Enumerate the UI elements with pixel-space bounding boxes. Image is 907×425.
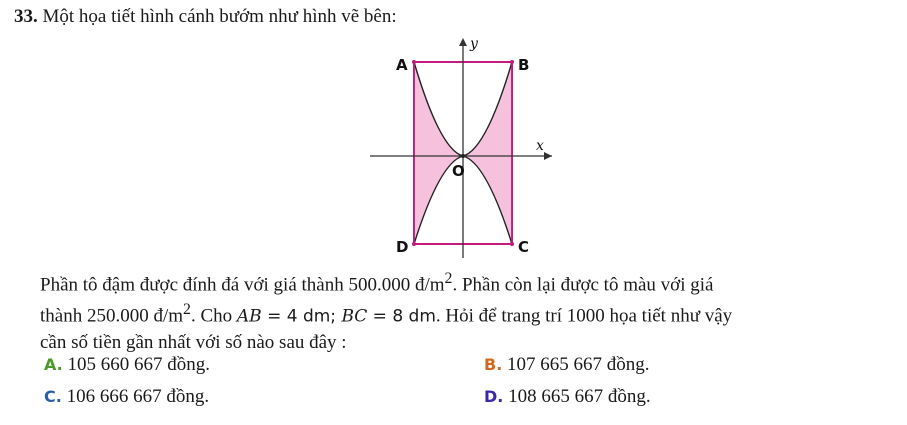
y-axis-arrow-icon <box>459 38 467 46</box>
option-a-text: 105 660 667 đồng. <box>67 354 211 375</box>
butterfly-figure <box>360 30 570 262</box>
problem-text <box>40 266 898 355</box>
option-c-text: 106 666 667 đồng. <box>66 386 210 407</box>
option-d-label: D. <box>484 387 504 406</box>
option-a[interactable] <box>44 354 210 376</box>
label-y: y <box>470 36 478 52</box>
label-a: A <box>396 56 408 74</box>
label-d: D <box>396 238 409 256</box>
point-a <box>412 60 416 64</box>
label-o: O <box>452 162 465 180</box>
text-line-1: Phần tô đậm được đính đá với giá thành 500.000 $đ/m^2$. Phần còn lại được tô màu với giá <box>40 270 714 296</box>
option-b[interactable] <box>484 354 650 376</box>
label-b: B <box>518 56 530 74</box>
point-b <box>510 60 514 64</box>
option-b-text: 107 665 667 đồng. <box>507 354 650 375</box>
option-b-label: B. <box>484 355 503 374</box>
question-title: Một họa tiết hình cánh bướm như hình vẽ bên: <box>42 6 397 27</box>
text-line-2: thành 250.000 $đ/m^2$. Cho AB = 4 dm; BC = 8 dm. Hỏi để trang trí 1000 họa tiết như vậy <box>40 301 733 327</box>
question-heading <box>14 6 397 28</box>
superscript: 2 <box>444 270 453 287</box>
superscript: 2 <box>183 301 191 319</box>
point-c <box>510 242 514 246</box>
option-d[interactable] <box>484 386 651 408</box>
option-c-label: C. <box>44 387 62 406</box>
label-x: x <box>536 138 544 154</box>
origin-point <box>461 154 465 158</box>
option-c[interactable] <box>44 386 209 408</box>
option-d-text: 108 665 667 đồng. <box>508 386 651 407</box>
point-d <box>412 242 416 246</box>
text-line-3: cần số tiền gần nhất với số nào sau đây : <box>40 331 347 353</box>
label-c: C <box>518 238 530 256</box>
question-number: 33. <box>14 6 38 27</box>
x-axis-arrow-icon <box>544 152 552 160</box>
option-a-label: A. <box>44 355 63 374</box>
